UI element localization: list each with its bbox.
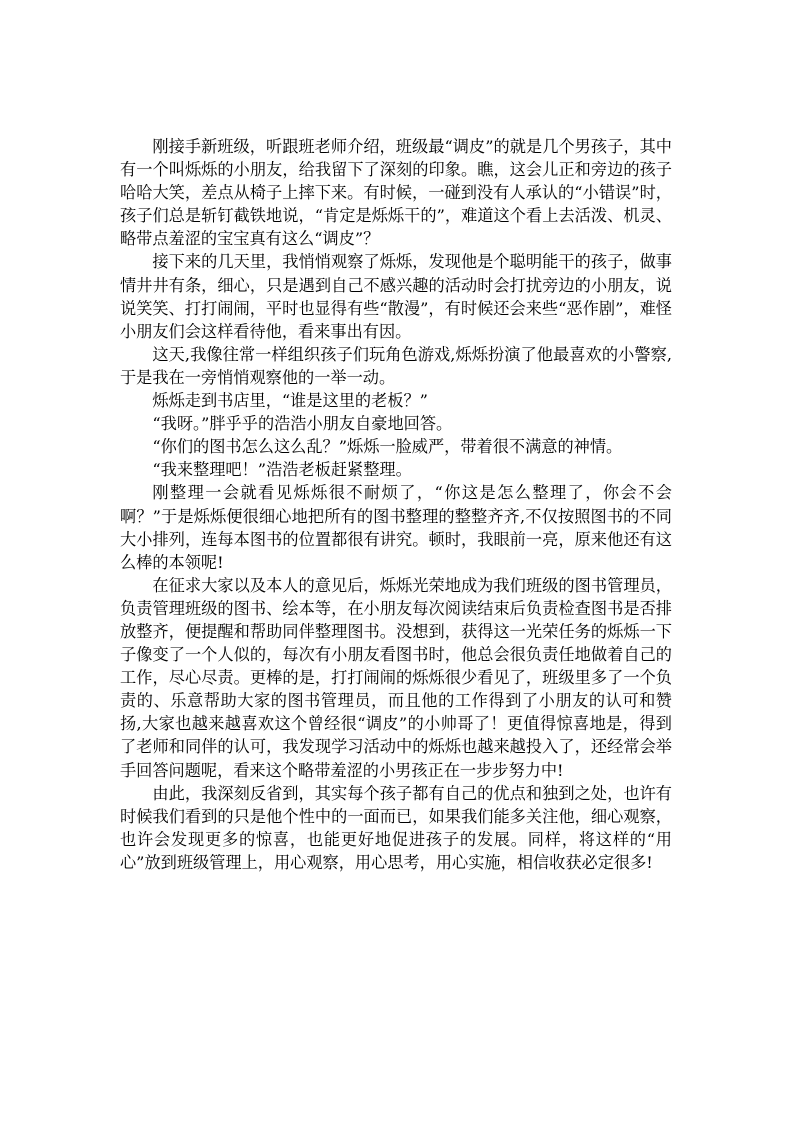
paragraph-organizing: 刚整理一会就看见烁烁很不耐烦了，“你这是怎么整理了，你会不会啊？”于是烁烁便很细心地把所有的图书整理的整整齐齐,不仅按照图书的不同大小排列，连每本图书的位置都很有讲究。顿时，我眼前一亮，原来他还有这么棒的本领呢! xyxy=(120,483,672,572)
paragraph-observation: 接下来的几天里，我悄悄观察了烁烁，发现他是个聪明能干的孩子，做事情井井有条，细心，只是遇到自己不感兴趣的活动时会打扰旁边的小朋友，说说笑笑、打打闹闹，平时也显得有些“散漫”，有时候还会来些“恶作剧”，难怪小朋友们会这样看待他，看来事出有因。 xyxy=(120,252,672,341)
paragraph-intro: 刚接手新班级，听跟班老师介绍，班级最“调皮”的就是几个男孩子，其中有一个叫烁烁的小朋友，给我留下了深刻的印象。瞧，这会儿正和旁边的孩子哈哈大笑，差点从椅子上摔下来。有时候，一碰到没有人承认的“小错误”时，孩子们总是斩钉截铁地说，“肯定是烁烁干的”，难道这个看上去活泼、机灵、略带点羞涩的宝宝真有这么“调皮”？ xyxy=(120,137,672,249)
article-body xyxy=(120,135,672,874)
dialogue-line-3: “你们的图书怎么这么乱？”烁烁一脸威严，带着很不满意的神情。 xyxy=(152,437,623,457)
dialogue-line-4: “我来整理吧！”浩浩老板赶紧整理。 xyxy=(152,460,412,480)
dialogue-line-1: 烁烁走到书店里，“谁是这里的老板？” xyxy=(152,391,428,411)
paragraph-reflection: 由此，我深刻反省到，其实每个孩子都有自己的优点和独到之处，也许有时候我们看到的只是他个性中的一面而已，如果我们能多关注他，细心观察，也许会发现更多的惊喜，也能更好地促进孩子的发展。同样，将这样的“用心”放到班级管理上，用心观察，用心思考，用心实施，相信收获必定很多! xyxy=(120,783,672,872)
paragraph-librarian: 在征求大家以及本人的意见后，烁烁光荣地成为我们班级的图书管理员，负责管理班级的图书、绘本等，在小朋友每次阅读结束后负责检查图书是否排放整齐，便提醒和帮助同伴整理图书。没想到，获得这一光荣任务的烁烁一下子像变了一个人似的，每次有小朋友看图书时，他总会很负责任地做着自己的工作，尽心尽责。更棒的是，打打闹闹的烁烁很少看见了，班级里多了一个负责的、乐意帮助大家的图书管理员，而且他的工作得到了小朋友的认可和赞扬,大家也越来越喜欢这个曾经很“调皮”的小帅哥了！更值得惊喜地是，得到了老师和同伴的认可，我发现学习活动中的烁烁也越来越投入了，还经常会举手回答问题呢，看来这个略带羞涩的小男孩正在一步步努力中! xyxy=(120,575,672,780)
paragraph-role-play: 这天,我像往常一样组织孩子们玩角色游戏,烁烁扮演了他最喜欢的小警察,于是我在一旁悄悄观察他的一举一动。 xyxy=(120,344,672,387)
dialogue-line-2: “我呀。”胖乎乎的浩浩小朋友自豪地回答。 xyxy=(152,414,453,434)
